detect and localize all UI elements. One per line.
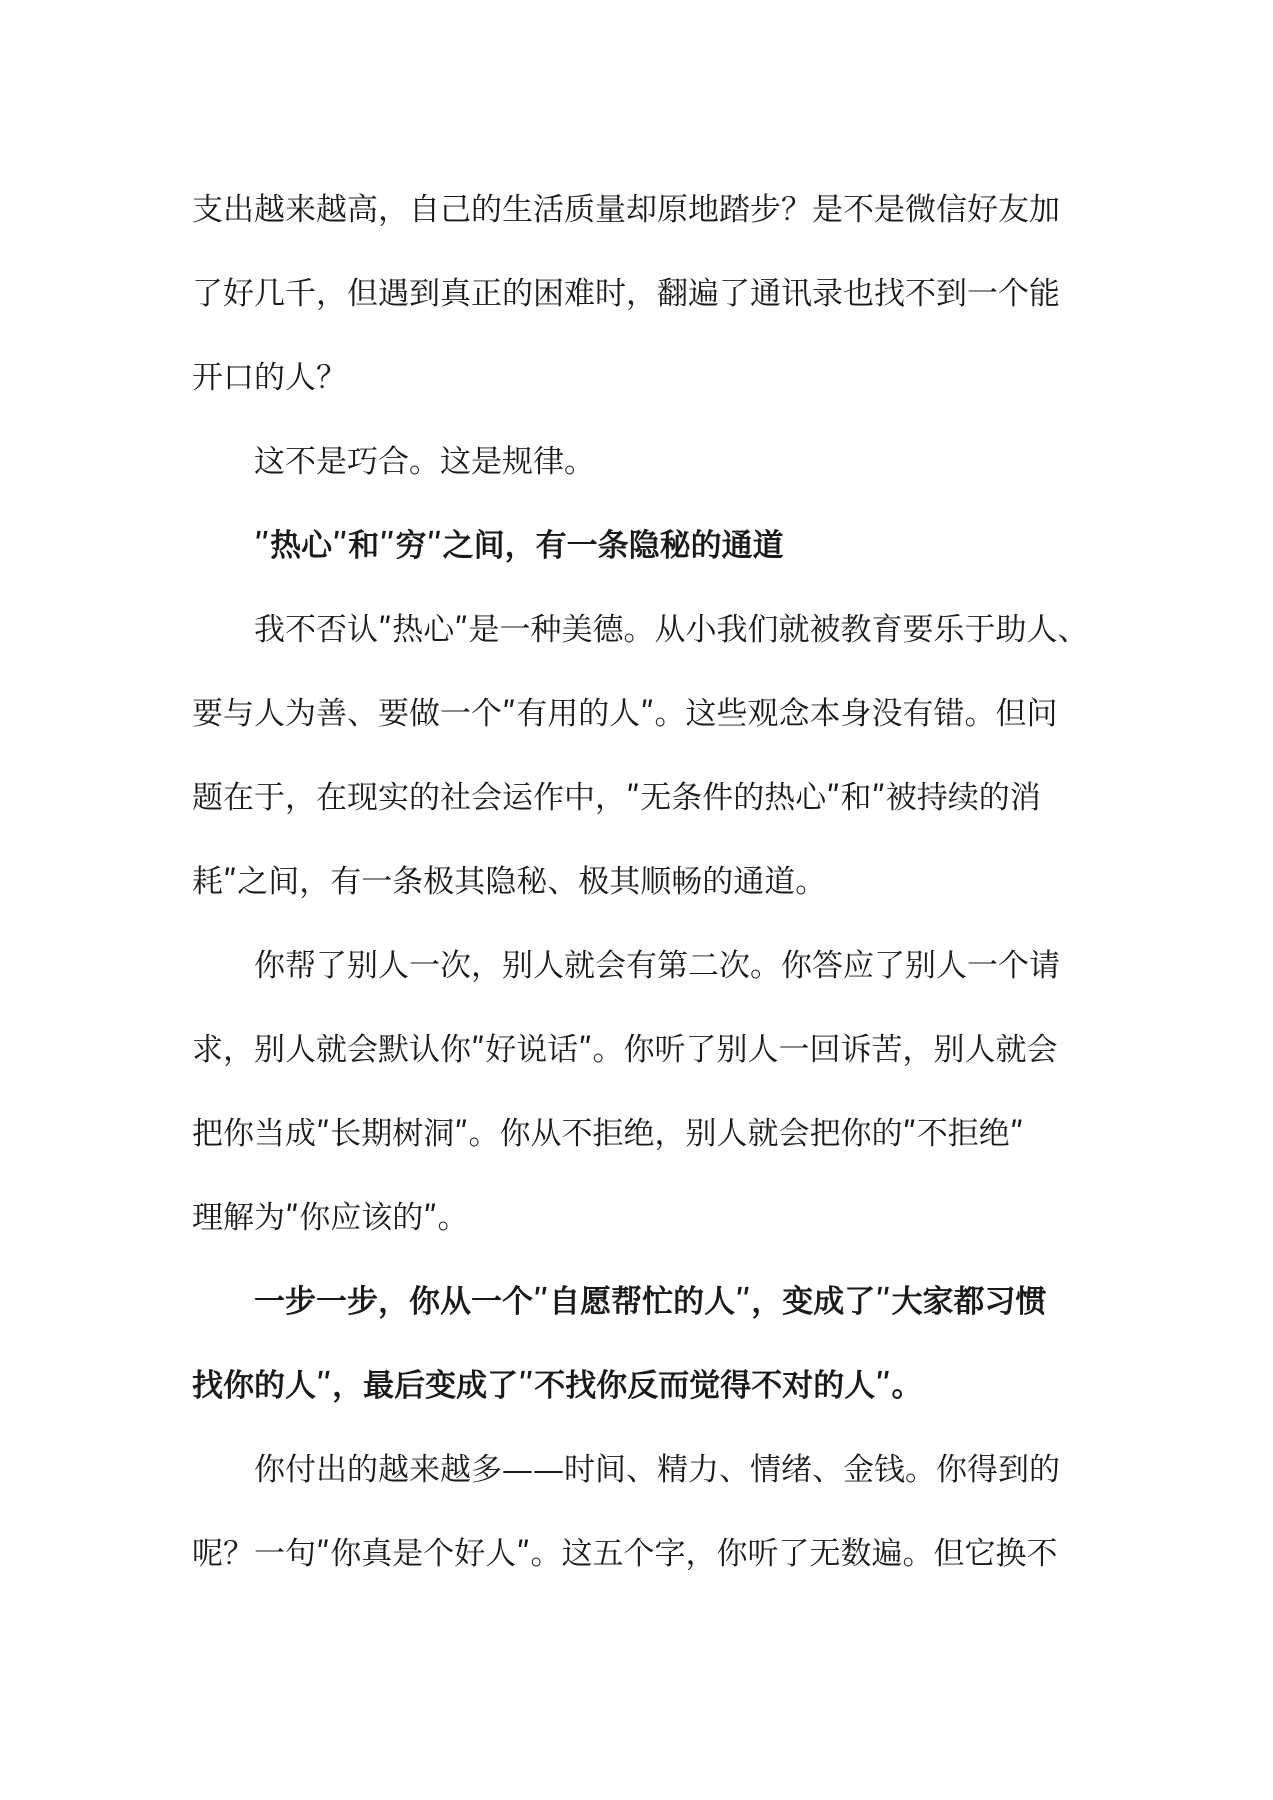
text-line: 耗ʺ之间，有一条极其隐秘、极其顺畅的通道。 bbox=[192, 864, 827, 900]
paragraph-4 bbox=[192, 924, 1082, 1260]
paragraph-6 bbox=[192, 1428, 1082, 1596]
text-line: 找你的人ʺ，最后变成了ʺ不找你反而觉得不对的人ʺ。 bbox=[192, 1368, 923, 1404]
text-line: 开口的人？ bbox=[192, 360, 347, 396]
text-line: 一步一步，你从一个ʺ自愿帮忙的人ʺ，变成了ʺ大家都习惯 bbox=[254, 1284, 1047, 1320]
text-line: 支出越来越高，自己的生活质量却原地踏步？是不是微信好友加 bbox=[192, 192, 1060, 228]
document-body bbox=[192, 168, 1089, 1596]
text-line: 呢？一句ʺ你真是个好人ʺ。这五个字，你听了无数遍。但它换不 bbox=[192, 1536, 1058, 1572]
text-line: 了好几千，但遇到真正的困难时，翻遍了通讯录也找不到一个能 bbox=[192, 276, 1060, 312]
text-line: 你付出的越来越多——时间、精力、情绪、金钱。你得到的 bbox=[254, 1452, 1060, 1488]
paragraph-5-bold bbox=[192, 1260, 1082, 1428]
paragraph-1 bbox=[192, 168, 1082, 420]
text-line: 把你当成ʺ长期树洞ʺ。你从不拒绝，别人就会把你的ʺ不拒绝ʺ bbox=[192, 1116, 1025, 1152]
paragraph-2 bbox=[192, 420, 1082, 504]
text-line: 我不否认ʺ热心ʺ是一种美德。从小我们就被教育要乐于助人、 bbox=[254, 612, 1089, 648]
section-heading bbox=[192, 504, 1082, 588]
text-line: 这不是巧合。这是规律。 bbox=[254, 444, 595, 480]
text-line: 求，别人就会默认你ʺ好说话ʺ。你听了别人一回诉苦，别人就会 bbox=[192, 1032, 1058, 1068]
text-line: 理解为ʺ你应该的ʺ。 bbox=[192, 1200, 469, 1236]
text-line: 要与人为善、要做一个ʺ有用的人ʺ。这些观念本身没有错。但问 bbox=[192, 696, 1058, 732]
text-line: 题在于，在现实的社会运作中，ʺ无条件的热心ʺ和ʺ被持续的消 bbox=[192, 780, 1041, 816]
heading-line: ʺ热心ʺ和ʺ穷ʺ之间，有一条隐秘的通道 bbox=[254, 528, 784, 564]
paragraph-3 bbox=[192, 588, 1089, 924]
text-line: 你帮了别人一次，别人就会有第二次。你答应了别人一个请 bbox=[254, 948, 1060, 984]
